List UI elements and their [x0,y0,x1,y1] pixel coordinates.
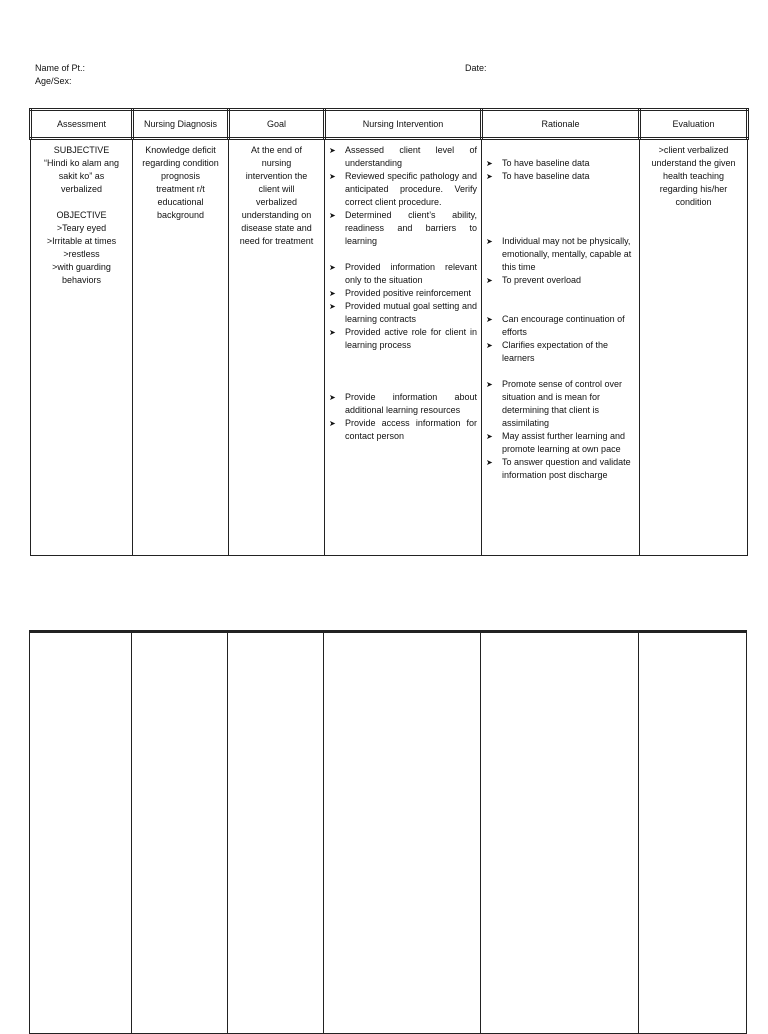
objective-line: >Teary eyed [56,223,107,233]
goal-line: At the end of [250,145,303,155]
column-header-nursing-diagnosis: Nursing Diagnosis [133,110,229,139]
evaluation-line: regarding his/her [659,184,728,194]
nursing-care-plan-table [29,108,749,556]
blank-cell [324,632,481,1034]
evaluation-line: understand the given [651,158,736,168]
goal-cell [229,139,325,556]
intervention-item: ➤ Provided active role for client in learning process [325,326,481,352]
objective-line: >with guarding [52,262,111,272]
blank-cell [132,632,228,1034]
rationale-item: ➤ To answer question and validate information post discharge [482,456,633,482]
objective-line: >restless [63,249,100,259]
intervention-item: ➤ Reviewed specific pathology and anticipated procedure. Verify correct client procedure. [325,170,481,209]
blank-cell [481,632,639,1034]
rationale-item: ➤ Clarifies expectation of the learners [482,339,633,365]
objective-line: >Irritable at times [46,236,117,246]
evaluation-line: condition [675,197,712,207]
nursing-diagnosis-cell [133,139,229,556]
subjective-line: verbalized [60,184,103,194]
table-row [31,139,748,556]
table-row [30,632,747,1034]
diagnosis-line: treatment r/t [156,184,205,194]
rationale-item: ➤ Can encourage continuation of efforts [482,313,633,339]
subjective-line: sakit ko” as [58,171,105,181]
goal-line: need for treatment [239,236,314,246]
diagnosis-line: prognosis [160,171,201,181]
diagnosis-line: background [156,210,205,220]
subjective-line: “Hindi ko alam ang [43,158,120,168]
rationale-item: ➤ To have baseline data [482,157,633,170]
assessment-cell [31,139,133,556]
goal-line: client will [258,184,295,194]
goal-line: disease state and [241,223,312,233]
column-header-assessment: Assessment [31,110,133,139]
diagnosis-line: regarding condition [142,158,219,168]
column-header-nursing-intervention: Nursing Intervention [325,110,482,139]
evaluation-line: health teaching [662,171,725,181]
blank-cell [228,632,324,1034]
date-label: Date: [465,63,487,73]
blank-cell [639,632,747,1034]
evaluation-cell [640,139,748,556]
diagnosis-line: educational [157,197,204,207]
evaluation-line: >client verbalized [658,145,729,155]
column-header-goal: Goal [229,110,325,139]
subjective-title: SUBJECTIVE [53,145,110,155]
rationale-cell [482,139,640,556]
goal-line: intervention the [245,171,308,181]
diagnosis-line: Knowledge deficit [145,145,216,155]
objective-line: behaviors [61,275,102,285]
goal-line: verbalized [255,197,298,207]
rationale-item: ➤ Individual may not be physically, emotionally, mentally, capable at this time [482,235,633,274]
column-header-rationale: Rationale [482,110,640,139]
age-sex-label: Age/Sex: [35,76,72,86]
column-header-evaluation: Evaluation [640,110,748,139]
intervention-item: ➤ Provided mutual goal setting and learning contracts [325,300,481,326]
patient-name-label: Name of Pt.: [35,63,86,73]
rationale-item: ➤ Promote sense of control over situation and is mean for determining that client is assimilating [482,378,633,430]
blank-care-plan-table [29,630,747,1034]
rationale-item: ➤ May assist further learning and promote learning at own pace [482,430,633,456]
table-header-row [31,110,748,139]
intervention-item: ➤ Provide access information for contact person [325,417,481,443]
objective-title: OBJECTIVE [56,210,107,220]
rationale-item: ➤ To prevent overload [482,274,633,287]
nursing-intervention-cell [325,139,482,556]
goal-line: understanding on [241,210,312,220]
goal-line: nursing [261,158,292,168]
intervention-item: ➤ Provided positive reinforcement [325,287,481,300]
intervention-item: ➤ Provide information about additional learning resources [325,391,481,417]
rationale-item: ➤ To have baseline data [482,170,633,183]
blank-cell [30,632,132,1034]
intervention-item: ➤ Determined client’s ability, readiness and barriers to learning [325,209,481,248]
intervention-item: ➤ Provided information relevant only to the situation [325,261,481,287]
intervention-item: ➤ Assessed client level of understanding [325,144,481,170]
